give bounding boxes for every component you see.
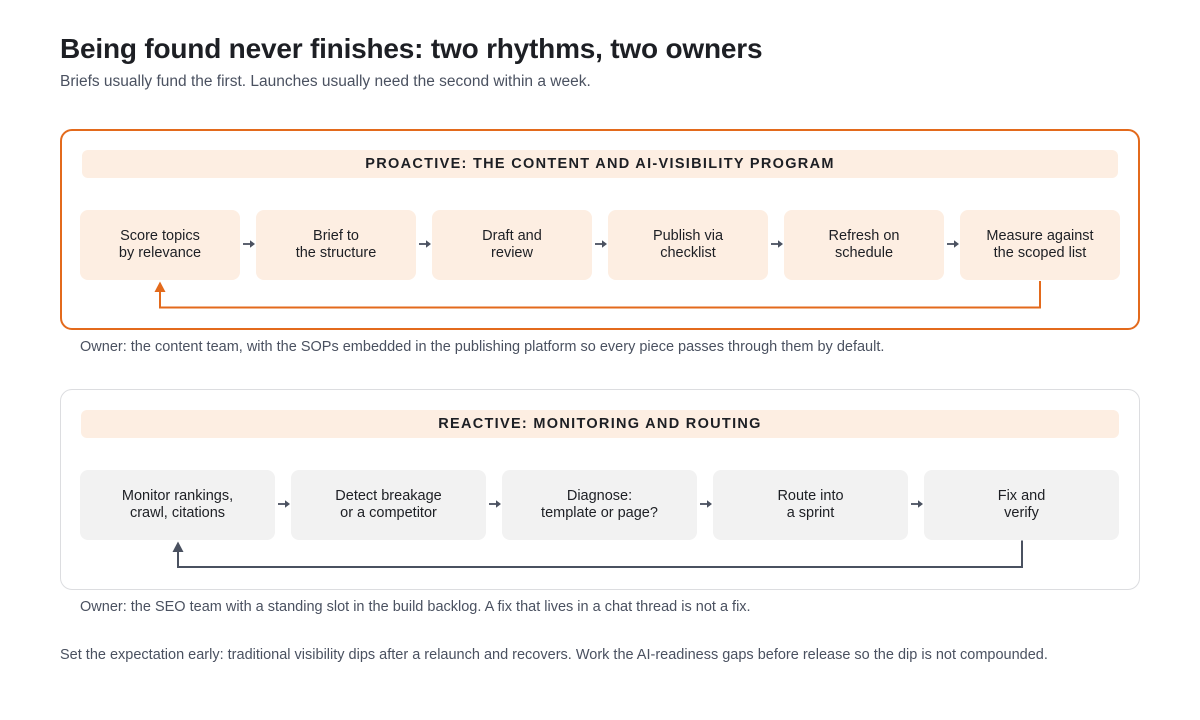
step-label-line: or a competitor: [340, 504, 437, 521]
reactive-owner-note: Owner: the SEO team with a standing slot in the build backlog. A fix that lives in a chat thread is not a fix.: [80, 599, 751, 615]
step-label-line: Fix and: [997, 487, 1046, 504]
reactive-loop-arrow: [61, 390, 1141, 591]
step-label-line: verify: [1004, 504, 1039, 521]
proactive-loop-arrow: [62, 131, 1142, 332]
proactive-owner-note: Owner: the content team, with the SOPs embedded in the publishing platform so every piece passes through them by default.: [80, 339, 885, 355]
step-label-line: Refresh on: [828, 228, 900, 244]
step-label-line: by relevance: [118, 245, 202, 261]
step-label-line: Score topics: [120, 228, 200, 244]
step-label-line: review: [491, 245, 533, 261]
step-label-line: checklist: [660, 245, 716, 261]
step-label-line: Draft and: [482, 228, 542, 244]
reactive-heading: REACTIVE: MONITORING AND ROUTING: [81, 410, 1119, 438]
footnote: Set the expectation early: traditional visibility dips after a relaunch and recovers. Work the AI-readiness gaps before release so the dip is not compounded.: [60, 647, 1048, 663]
proactive-heading: PROACTIVE: THE CONTENT AND AI-VISIBILITY PROGRAM: [82, 150, 1118, 178]
step-label-line: crawl, citations: [129, 504, 226, 521]
step-label-line: Monitor rankings,: [121, 487, 234, 504]
step-label-line: Detect breakage: [335, 487, 442, 504]
step-label-line: Route into: [777, 487, 844, 504]
step-label-line: Brief to: [313, 228, 359, 244]
step-label-line: the scoped list: [993, 245, 1087, 261]
page-subtitle: Briefs usually fund the first. Launches usually need the second within a week.: [60, 73, 591, 90]
step-label-line: Measure against: [986, 228, 1094, 244]
step-label-line: template or page?: [541, 504, 658, 521]
reactive-panel: [60, 389, 1140, 590]
step-label-line: Diagnose:: [566, 487, 633, 504]
step-label-line: Publish via: [652, 228, 724, 244]
step-label-line: schedule: [834, 245, 894, 261]
page-title: Being found never finishes: two rhythms, two owners: [60, 33, 763, 64]
step-label-line: a sprint: [786, 504, 835, 521]
proactive-panel: [60, 129, 1140, 330]
step-label-line: the structure: [295, 245, 377, 261]
